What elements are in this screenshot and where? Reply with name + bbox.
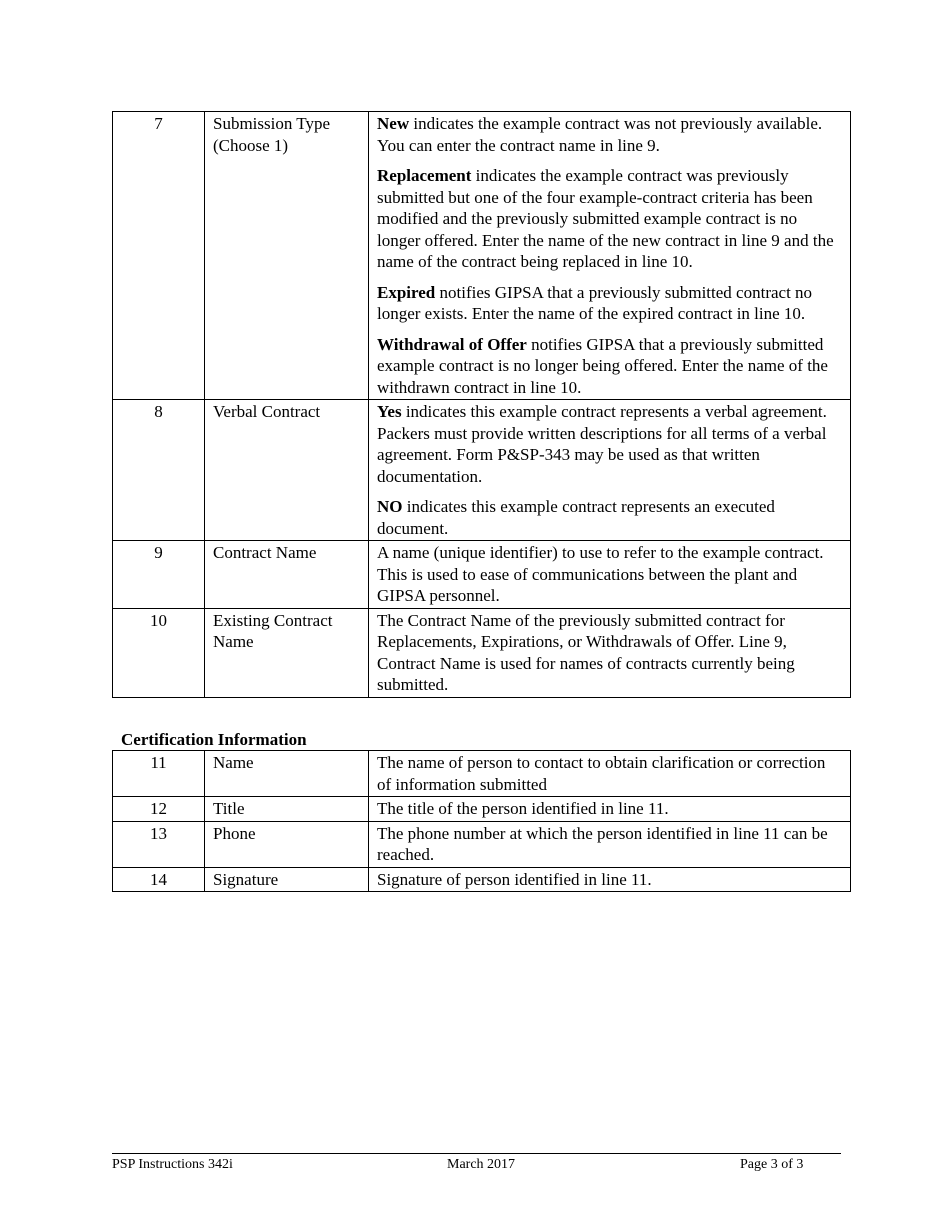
option-term: NO [377,497,403,516]
line-number: 10 [113,608,205,697]
field-description [369,400,851,541]
table-row [113,608,851,697]
description-paragraph [377,282,842,325]
table-row [113,797,851,822]
option-term: Expired [377,282,436,302]
description-paragraph: A name (unique identifier) to use to refer to the example contract. This is used to ease of communications between the plant and GIPSA personnel. [377,543,824,605]
field-description: The title of the person identified in line 11. [369,797,851,822]
field-name: Name [205,751,369,797]
description-paragraph: The Contract Name of the previously submitted contract for Replacements, Expirations, or Withdrawals of Offer. Line 9, Contract Name is used for names of contracts currently being submitted. [377,610,795,694]
line-number: 12 [113,797,205,822]
table-row [113,112,851,400]
description-paragraph [377,165,842,273]
option-text: notifies GIPSA that a previously submitted contract no longer exists. Enter the name of the expired contract in line 10. [377,282,813,323]
table-row [113,400,851,541]
instructions-table [112,111,851,698]
line-number: 11 [113,751,205,797]
table-row [113,821,851,867]
option-text: indicates this example contract represents a verbal agreement. Packers must provide written descriptions for all terms of a verbal agreement. Form P&SP-343 may be used as that written documentation. [377,402,827,486]
field-description [369,608,851,697]
option-text: indicates the example contract was not previously available. You can enter the contract name in line 9. [377,114,823,155]
field-description [369,541,851,609]
option-term: New [377,114,410,133]
option-text: notifies GIPSA that a previously submitted example contract is no longer being offered. Enter the name of the withdrawn contract in line 10. [377,334,828,397]
field-description: Signature of person identified in line 11. [369,867,851,892]
table-row [113,751,851,797]
field-name: Submission Type (Choose 1) [205,112,369,400]
line-number: 13 [113,821,205,867]
description-paragraph [377,113,842,156]
certification-table [112,750,851,892]
option-term: Yes [377,402,402,421]
field-name: Title [205,797,369,822]
option-term: Replacement [377,166,472,185]
option-term: Withdrawal of Offer [377,334,527,354]
line-number: 8 [113,400,205,541]
footer-divider [112,1153,841,1154]
line-number: 14 [113,867,205,892]
table-row [113,867,851,892]
line-number: 9 [113,541,205,609]
table-row [113,541,851,609]
footer-page-number: Page 3 of 3 [740,1157,804,1172]
description-paragraph [377,496,842,539]
description-paragraph [377,334,842,399]
field-name: Phone [205,821,369,867]
footer-date: March 2017 [447,1157,516,1172]
field-description: The phone number at which the person identified in line 11 can be reached. [369,821,851,867]
field-description: The name of person to contact to obtain clarification or correction of information submitted [369,751,851,797]
option-text: indicates the example contract was previously submitted but one of the four example-contract criteria has been modified and the previously submitted example contract is no longer offered. Enter the name of the new contract in line 9 and the name of the contract being replaced in line 10. [377,166,834,271]
option-text: indicates this example contract represents an executed document. [377,497,775,538]
field-name: Existing Contract Name [205,608,369,697]
footer-form-id: PSP Instructions 342i [112,1157,233,1172]
field-name: Contract Name [205,541,369,609]
field-name: Signature [205,867,369,892]
field-description [369,112,851,400]
section-title: Certification Information [121,730,307,749]
description-paragraph [377,401,842,487]
line-number: 7 [113,112,205,400]
field-name: Verbal Contract [205,400,369,541]
